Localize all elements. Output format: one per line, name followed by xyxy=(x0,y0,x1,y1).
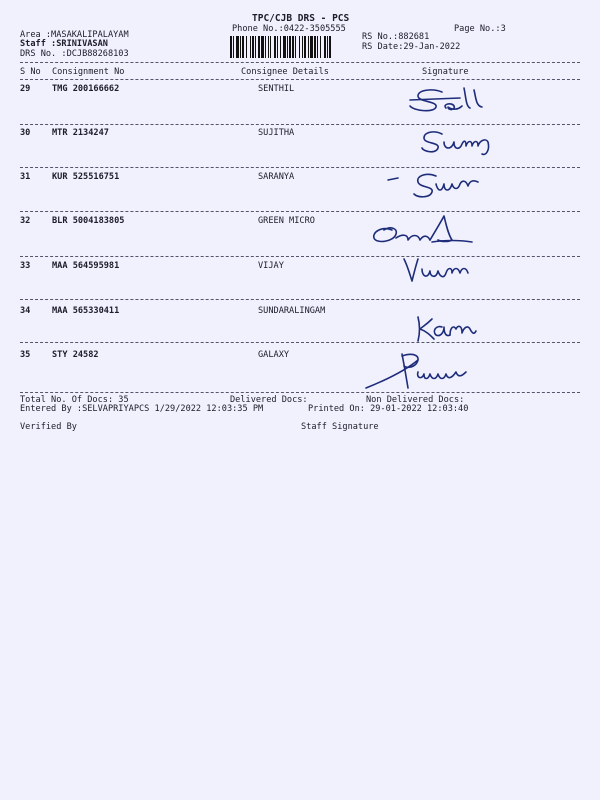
row-consignee: SARANYA xyxy=(258,172,295,182)
col-sno: S No xyxy=(20,67,41,77)
row-consignee: GREEN MICRO xyxy=(258,216,315,226)
row-consignment: MTR 2134247 xyxy=(52,128,109,138)
non-delivered-docs: Non Delivered Docs: xyxy=(366,395,465,405)
col-signature: Signature xyxy=(422,67,469,77)
area-label: Area :MASAKALIPALAYAM xyxy=(20,30,129,40)
divider xyxy=(20,62,580,63)
col-consignment: Consignment No xyxy=(52,67,125,77)
delivery-signature xyxy=(380,170,495,202)
row-sno: 29 xyxy=(20,84,31,94)
divider xyxy=(20,299,580,300)
total-docs: Total No. Of Docs: 35 xyxy=(20,395,129,405)
verified-by: Verified By xyxy=(20,422,77,432)
row-sno: 31 xyxy=(20,172,31,182)
row-consignment: STY 24582 xyxy=(52,350,99,360)
delivery-signature xyxy=(412,313,492,343)
row-consignee: SENTHIL xyxy=(258,84,295,94)
row-consignee: SUJITHA xyxy=(258,128,295,138)
divider xyxy=(20,124,580,125)
divider xyxy=(20,392,580,393)
row-consignment: BLR 5004183805 xyxy=(52,216,125,226)
drs-number: DRS No. :DCJB88268103 xyxy=(20,49,129,59)
delivery-signature xyxy=(368,212,478,252)
row-sno: 30 xyxy=(20,128,31,138)
divider xyxy=(20,167,580,168)
row-sno: 35 xyxy=(20,350,31,360)
divider xyxy=(20,79,580,80)
row-consignee: GALAXY xyxy=(258,350,290,360)
delivered-docs: Delivered Docs: xyxy=(230,395,308,405)
printed-on: Printed On: 29-01-2022 12:03:40 xyxy=(308,404,469,414)
delivery-signature xyxy=(408,84,498,116)
row-sno: 34 xyxy=(20,306,31,316)
staff-signature: Staff Signature xyxy=(301,422,379,432)
phone-number: Phone No.:0422-3505555 xyxy=(232,24,346,34)
entered-by: Entered By :SELVAPRIYAPCS 1/29/2022 12:03:35 PM xyxy=(20,404,264,414)
row-consignment: TMG 200166662 xyxy=(52,84,120,94)
rs-date: RS Date:29-Jan-2022 xyxy=(362,42,461,52)
report-title: TPC/CJB DRS - PCS xyxy=(252,13,350,24)
row-consignee: VIJAY xyxy=(258,261,284,271)
row-consignment: KUR 525516751 xyxy=(52,172,120,182)
delivery-signature xyxy=(420,128,500,158)
divider xyxy=(20,342,580,343)
row-consignment: MAA 565330411 xyxy=(52,306,120,316)
row-sno: 32 xyxy=(20,216,31,226)
delivery-signature xyxy=(402,255,482,285)
divider xyxy=(20,211,580,212)
delivery-signature xyxy=(362,350,482,392)
divider xyxy=(20,256,580,257)
row-consignee: SUNDARALINGAM xyxy=(258,306,326,316)
barcode xyxy=(230,36,356,58)
rs-number: RS No.:882681 xyxy=(362,32,430,42)
row-sno: 33 xyxy=(20,261,31,271)
col-consignee: Consignee Details xyxy=(241,67,329,77)
staff-label: Staff :SRINIVASAN xyxy=(20,39,108,49)
page-number: Page No.:3 xyxy=(454,24,506,34)
row-consignment: MAA 564595981 xyxy=(52,261,120,271)
